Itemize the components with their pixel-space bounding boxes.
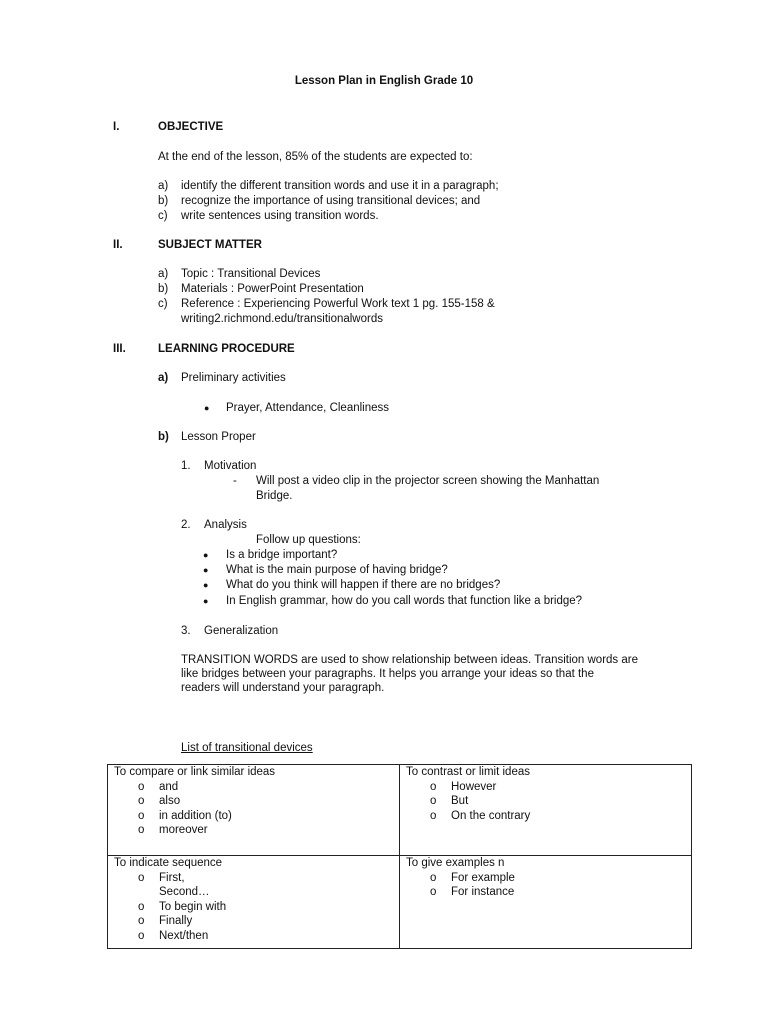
section-3-number: III. (113, 343, 126, 355)
question-bullet: ● (203, 580, 209, 590)
bullet: o (138, 871, 145, 884)
procedure-a-mark: a) (158, 372, 169, 384)
list-item (406, 885, 685, 900)
list-item-text: On the contrary (451, 809, 531, 822)
transitional-devices-table (107, 764, 692, 949)
list-item (406, 871, 685, 886)
table-cell-contrast (400, 765, 692, 856)
list-item (114, 809, 393, 824)
table-cell-sequence (108, 856, 400, 949)
question-2: What is the main purpose of having bridge? (226, 564, 448, 576)
question-1: Is a bridge important? (226, 549, 338, 561)
subject-reference: Reference : Experiencing Powerful Work text 1 pg. 155-158 & (181, 298, 495, 310)
list-item-text: in addition (to) (159, 809, 232, 822)
list-item-text: also (159, 795, 181, 807)
cell-heading: To give examples n (406, 857, 505, 869)
objective-a-mark: a) (158, 180, 169, 192)
bullet: o (138, 809, 145, 822)
list-item-text: To begin with (159, 900, 227, 913)
objective-c-mark: c) (158, 210, 168, 222)
bullet: o (138, 900, 145, 913)
motivation-dash: - (233, 475, 237, 487)
question-bullet: ● (203, 550, 209, 560)
generalization-label: Generalization (204, 625, 279, 637)
list-item-text: moreover (159, 824, 208, 836)
question-3: What do you think will happen if there are no bridges? (226, 579, 501, 591)
follow-up-questions-label: Follow up questions: (256, 534, 361, 546)
bullet: o (138, 929, 145, 942)
generalization-line-1: TRANSITION WORDS are used to show relationship between ideas. Transition words are (181, 654, 638, 666)
section-2-number: II. (113, 239, 123, 251)
list-item-text: However (451, 780, 497, 793)
generalization-number: 3. (181, 625, 191, 637)
generalization-line-3: readers will understand your paragraph. (181, 682, 385, 694)
table-cell-compare (108, 765, 400, 856)
list-item (114, 871, 393, 886)
section-3-heading: LEARNING PROCEDURE (158, 343, 295, 355)
list-item (114, 823, 393, 838)
table-caption: List of transitional devices (181, 742, 313, 754)
list-item-text: But (451, 795, 469, 807)
bullet: o (430, 780, 437, 793)
list-item (114, 780, 393, 795)
lesson-proper-label: Lesson Proper (181, 431, 256, 443)
preliminary-item: Prayer, Attendance, Cleanliness (226, 402, 390, 414)
section-1-heading: OBJECTIVE (158, 121, 224, 133)
section-1-number: I. (113, 121, 120, 133)
list-item (406, 794, 685, 809)
list-item (114, 900, 393, 915)
list-item-text: For instance (451, 886, 515, 898)
cell-heading: To indicate sequence (114, 857, 223, 869)
list-item-text: For example (451, 871, 515, 884)
table-cell-examples (400, 856, 692, 949)
section-2-heading: SUBJECT MATTER (158, 239, 262, 251)
bullet: o (138, 795, 145, 807)
bullet: o (430, 871, 437, 884)
list-item (406, 809, 685, 824)
list-item-text: Second… (159, 886, 210, 898)
bullet: o (138, 915, 145, 927)
objective-intro: At the end of the lesson, 85% of the students are expected to: (158, 151, 473, 163)
bullet: o (430, 886, 437, 898)
subject-materials: Materials : PowerPoint Presentation (181, 283, 364, 295)
cell-heading: To compare or link similar ideas (114, 766, 276, 778)
subject-a-mark: a) (158, 268, 169, 280)
subject-c-mark: c) (158, 298, 168, 310)
motivation-text-line-1: Will post a video clip in the projector screen showing the Manhattan (256, 475, 600, 487)
objective-c-text: write sentences using transition words. (181, 210, 379, 222)
list-item-text: Finally (159, 915, 193, 927)
question-4: In English grammar, how do you call words that function like a bridge? (226, 595, 583, 607)
procedure-b-mark: b) (158, 431, 169, 443)
subject-topic: Topic : Transitional Devices (181, 268, 321, 280)
preliminary-bullet: ● (204, 403, 210, 413)
cell-heading: To contrast or limit ideas (406, 766, 530, 778)
subject-reference-url: writing2.richmond.edu/transitionalwords (181, 313, 383, 325)
list-item (114, 794, 393, 809)
objective-b-text: recognize the importance of using transitional devices; and (181, 195, 481, 207)
preliminary-activities-label: Preliminary activities (181, 372, 286, 384)
page-title: Lesson Plan in English Grade 10 (294, 75, 474, 87)
list-item-text: First, (159, 871, 185, 884)
motivation-text-line-2: Bridge. (256, 490, 293, 502)
bullet: o (138, 780, 145, 793)
list-item (114, 914, 393, 929)
bullet: o (430, 795, 437, 807)
list-item-text: and (159, 780, 179, 793)
generalization-line-2: like bridges between your paragraphs. It helps you arrange your ideas so that the (181, 668, 594, 680)
objective-a-text: identify the different transition words and use it in a paragraph; (181, 180, 499, 192)
bullet: o (430, 809, 437, 822)
subject-b-mark: b) (158, 283, 169, 295)
question-bullet: ● (203, 596, 209, 606)
motivation-label: Motivation (204, 460, 257, 472)
list-item (406, 780, 685, 795)
analysis-label: Analysis (204, 519, 247, 531)
question-bullet: ● (203, 565, 209, 575)
objective-b-mark: b) (158, 195, 169, 207)
bullet: o (138, 824, 145, 836)
analysis-number: 2. (181, 519, 191, 531)
list-item (114, 929, 393, 944)
motivation-number: 1. (181, 460, 191, 472)
list-item-continuation (114, 885, 393, 900)
list-item-text: Next/then (159, 929, 209, 942)
